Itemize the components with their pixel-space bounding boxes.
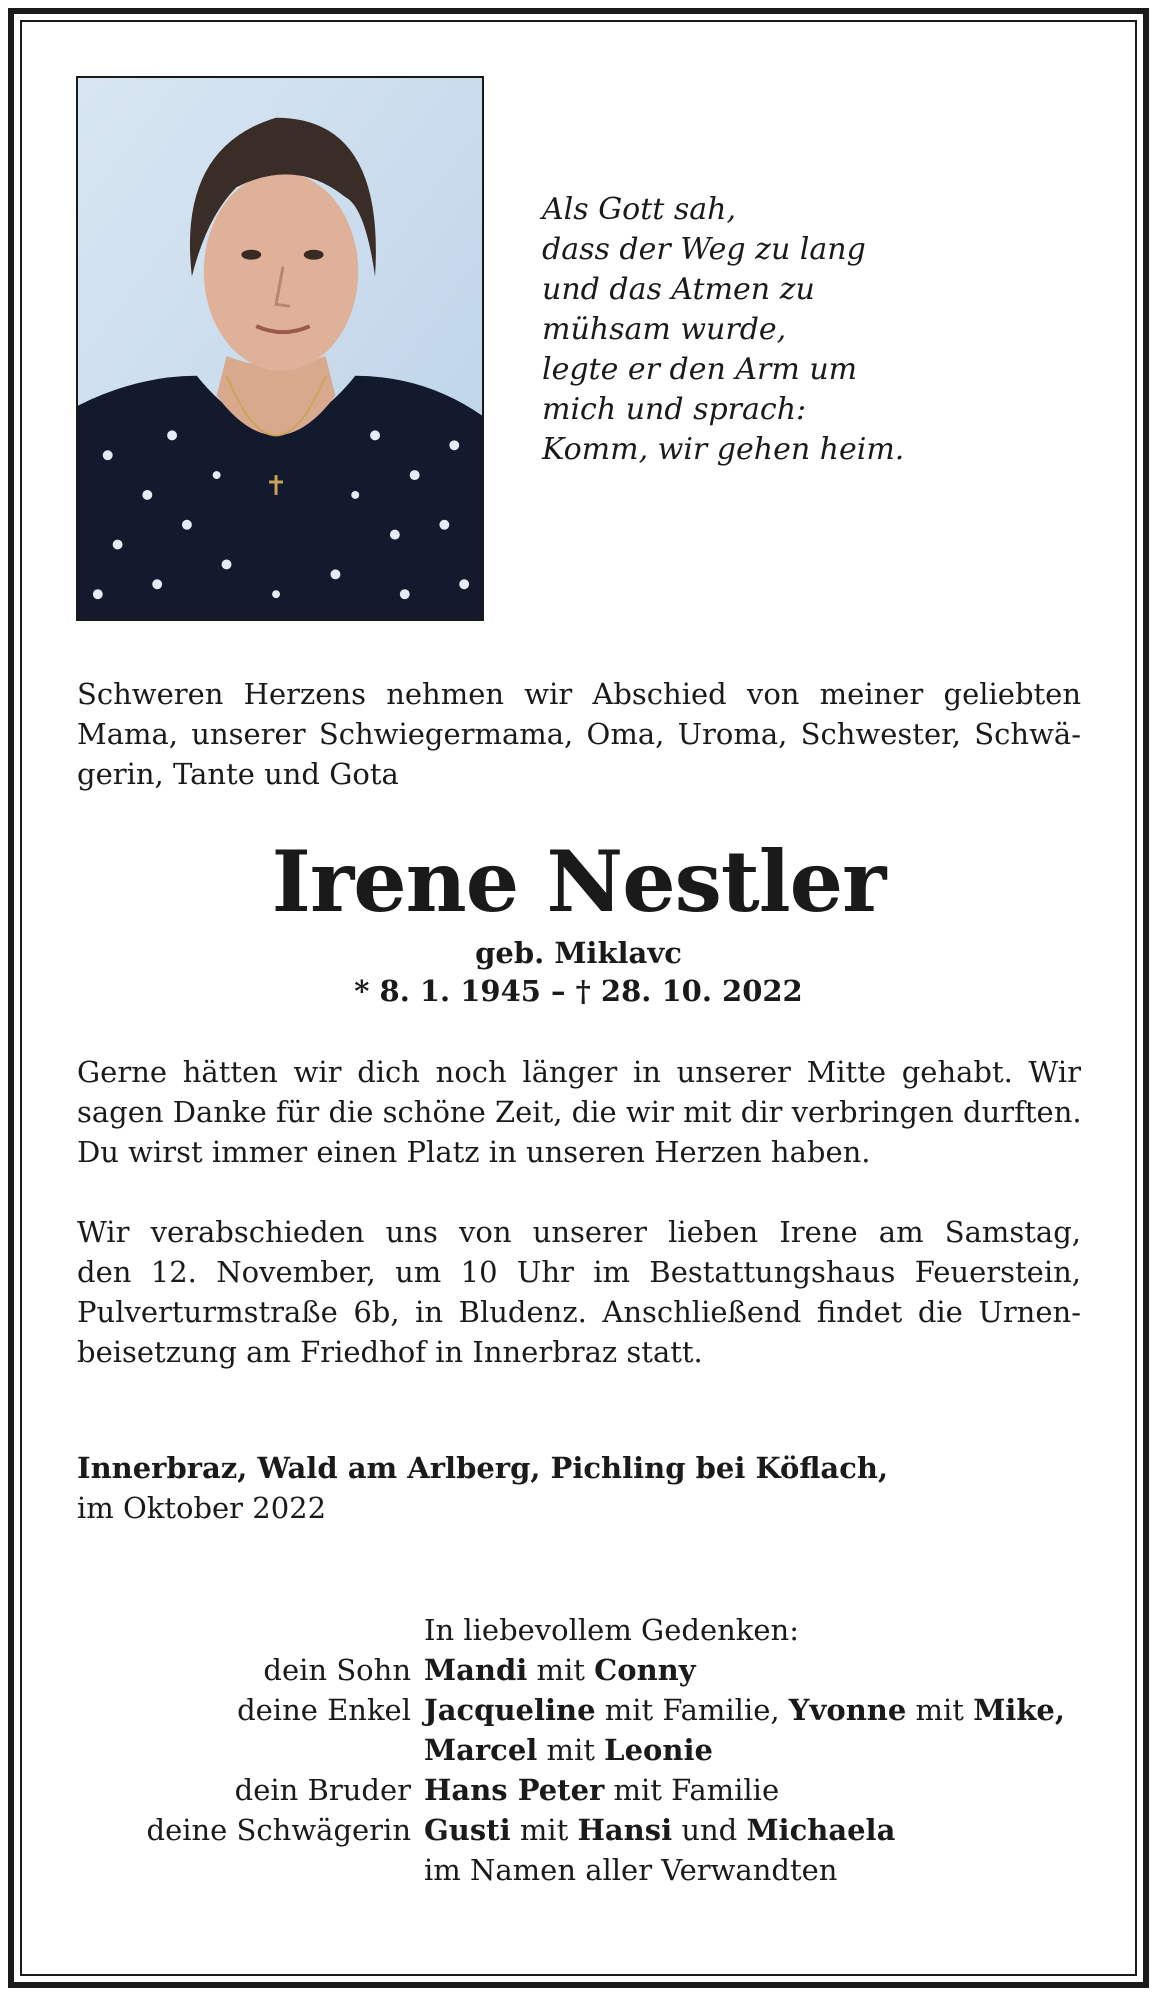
place-month: im Oktober 2022 [77,1491,327,1525]
poem-line: und das Atmen zu [542,272,815,307]
intro-line: Mama, unserer Schwiegermama, Oma, Uroma, Schwester, Schwä- [77,717,1081,751]
mourner-name: Mike, [973,1693,1065,1727]
paragraph-line: beisetzung am Friedhof in Innerbraz statt. [77,1335,703,1369]
poem [542,190,1082,470]
life-dates: * 8. 1. 1945 – † 28. 10. 2022 [354,974,803,1008]
maiden-name: geb. Miklavc [475,936,682,970]
deceased-details [0,934,1157,1010]
intro-text [77,674,1081,794]
paragraph-line: den 12. November, um 10 Uhr im Bestattungshaus Feuerstein, [77,1255,1081,1289]
relation-label: deine Schwägerin [146,1813,411,1847]
poem-line: Komm, wir gehen heim. [542,432,905,467]
relation-label: dein Sohn [263,1653,411,1687]
place-towns: Innerbraz, Wald am Arlberg, Pichling bei Köflach, [77,1451,889,1485]
mourner-name: Conny [594,1653,696,1687]
mourner-name: Hansi [577,1813,673,1847]
mourner-row-grandchildren [0,1690,1157,1730]
paragraph-funeral [77,1212,1081,1372]
mourner-name: Gusti [424,1813,511,1847]
connector: mit Familie, [604,1693,780,1727]
poem-line: mich und sprach: [542,392,807,427]
mourner-row-son [0,1650,1157,1690]
mourner-row-brother [0,1770,1157,1810]
mourners-closing: im Namen aller Verwandten [424,1853,838,1887]
connector: mit [519,1813,569,1847]
relation-label: dein Bruder [234,1773,411,1807]
intro-line: gerin, Tante und Gota [77,757,399,791]
mourner-name: Yvonne [788,1693,907,1727]
mourner-name: Marcel [424,1733,538,1767]
paragraph-line: Pulverturmstraße 6b, in Bludenz. Anschließend findet die Urnen- [77,1295,1081,1329]
poem-line: mühsam wurde, [542,312,787,347]
mourners-heading: In liebevollem Gedenken: [424,1613,799,1647]
connector: und [681,1813,738,1847]
mourner-row-grandchildren-cont [0,1730,1157,1770]
mourner-name: Michaela [746,1813,896,1847]
poem-line: legte er den Arm um [542,352,858,387]
intro-line: Schweren Herzens nehmen wir Abschied von meiner geliebten [77,677,1081,711]
place-date [77,1448,1081,1528]
portrait-photo [76,76,484,621]
paragraph-line: sagen Danke für die schöne Zeit, die wir mit dir verbringen durften. [77,1095,1082,1129]
paragraph-line: Wir verabschieden uns von unserer lieben Irene am Samstag, [77,1215,1081,1249]
poem-line: dass der Weg zu lang [542,232,866,267]
paragraph-thanks [77,1052,1081,1172]
connector: mit [546,1733,595,1767]
poem-line: Als Gott sah, [542,192,737,227]
mourner-name: Leonie [604,1733,713,1767]
paragraph-line: Du wirst immer einen Platz in unseren Herzen haben. [77,1135,871,1169]
connector: mit [536,1653,585,1687]
mourner-name: Jacqueline [424,1693,596,1727]
mourners-list [0,1610,1157,1890]
deceased-name: Irene Nestler [271,832,886,931]
mourner-name: Mandi [424,1653,528,1687]
connector: mit Familie [613,1773,780,1807]
mourner-row-sister-in-law [0,1810,1157,1850]
mourner-name: Hans Peter [424,1773,605,1807]
connector: mit [915,1693,964,1727]
relation-label: deine Enkel [237,1693,411,1727]
paragraph-line: Gerne hätten wir dich noch länger in unserer Mitte gehabt. Wir [77,1055,1081,1089]
